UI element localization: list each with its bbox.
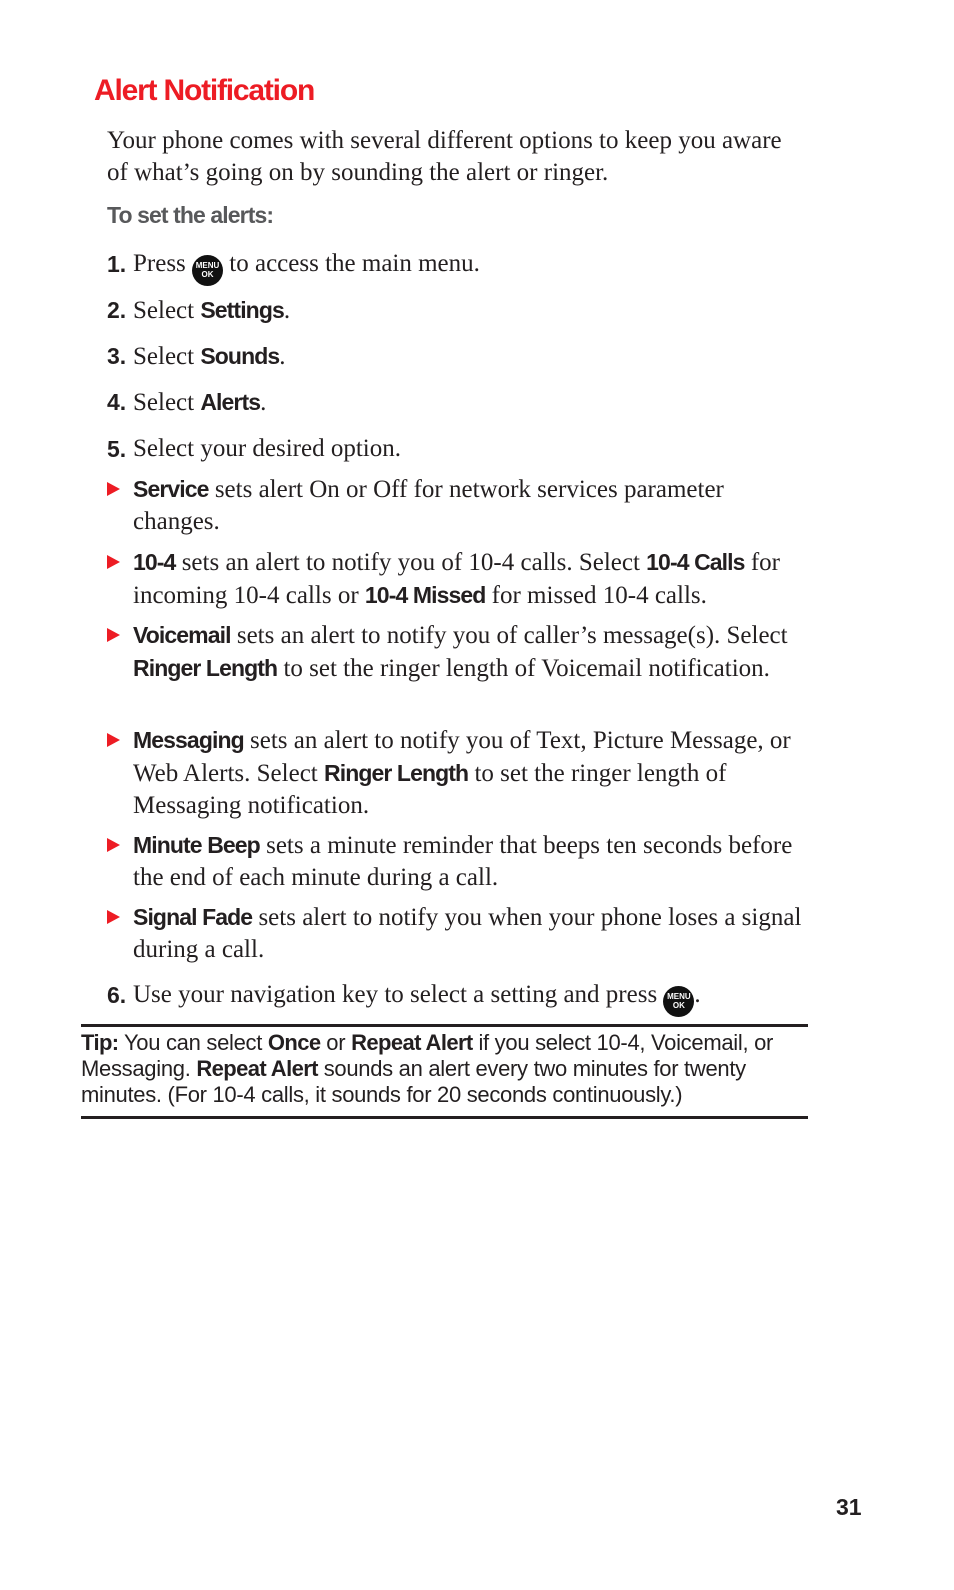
text-run: for missed 10-4 calls.	[485, 582, 707, 609]
text-run: sets an alert to notify you of Text, Picture Message, or Web Alerts. Select	[133, 727, 791, 787]
step-number: 6.	[107, 982, 127, 1008]
text-run: sets an alert to notify you of caller’s message(s). Select	[230, 622, 788, 649]
item-text	[133, 979, 807, 1017]
triangle-bullet-icon	[107, 628, 120, 642]
item-text	[133, 433, 807, 465]
bold-term: Ringer Length	[133, 655, 278, 681]
text-run: sets an alert to notify you of 10-4 calls. Select	[175, 549, 647, 576]
bold-term: Tip:	[81, 1030, 119, 1055]
bold-term: Once	[267, 1030, 321, 1055]
text-run: to set the ringer length of Voicemail notification.	[277, 655, 770, 682]
bullet-item	[107, 829, 807, 894]
bold-term: 10-4 Missed	[364, 582, 486, 608]
text-run: Select your desired option.	[133, 435, 401, 462]
bullet-item	[107, 546, 807, 612]
text-run: to access the main menu.	[223, 250, 480, 277]
bold-term: Minute Beep	[133, 832, 260, 858]
triangle-bullet-icon	[107, 838, 120, 852]
text-run: Select	[133, 297, 201, 324]
menu-ok-key-icon	[192, 255, 223, 286]
bold-term: Messaging	[133, 727, 244, 753]
step-number: 1.	[107, 251, 127, 277]
text-run: sets alert On or Off for network services parameter changes.	[133, 476, 724, 535]
bold-term: Repeat Alert	[351, 1030, 473, 1055]
text-run: sets a minute reminder that beeps ten seconds before the end of each minute during a call.	[133, 832, 793, 891]
bullet-item	[107, 619, 807, 685]
bullet-item	[107, 473, 807, 538]
step-item	[107, 386, 807, 419]
bold-term: 10-4	[133, 549, 176, 575]
text-run: or	[320, 1030, 352, 1055]
text-run: sets alert to notify you when your phone loses a signal during a call.	[133, 904, 802, 963]
bullet-item	[107, 724, 807, 822]
menu-icon-label: MENU	[667, 992, 691, 1001]
text-run: You can select	[118, 1030, 268, 1055]
step-item	[107, 979, 807, 1017]
text-run: .	[279, 343, 286, 370]
text-run: .	[694, 981, 701, 1008]
bold-term: Ringer Length	[324, 760, 469, 786]
item-text	[133, 340, 807, 373]
item-text	[133, 829, 807, 894]
page-title: Alert Notification	[94, 74, 315, 107]
text-run: Use your navigation key to select a setting and press	[133, 981, 664, 1008]
tip-text	[81, 1030, 808, 1108]
text-run: .	[283, 297, 291, 324]
item-text	[133, 619, 807, 685]
item-text	[133, 473, 807, 538]
triangle-bullet-icon	[107, 910, 120, 924]
text-run: to set the ringer length of Messaging notification.	[133, 760, 727, 819]
item-text	[133, 386, 807, 419]
text-run: Select	[133, 389, 201, 416]
bold-term: Signal Fade	[133, 904, 253, 930]
text-run: for incoming 10-4 calls or	[133, 549, 780, 609]
text-run: Press	[133, 250, 193, 277]
text-run: Select	[133, 343, 201, 370]
section-subheading: To set the alerts:	[107, 202, 274, 228]
item-text	[133, 248, 807, 286]
bold-term: Service	[133, 476, 209, 502]
bold-term: Sounds	[200, 343, 280, 369]
triangle-bullet-icon	[107, 555, 120, 569]
intro-paragraph: Your phone comes with several different options to keep you aware of what’s going on by sounding the alert or ringer.	[107, 127, 782, 186]
step-item	[107, 248, 807, 286]
bold-term: Settings	[200, 297, 284, 323]
tip-box	[81, 1024, 808, 1119]
step-number: 2.	[107, 297, 127, 323]
item-text	[133, 901, 807, 966]
bold-term: Alerts	[200, 389, 261, 415]
step-number: 5.	[107, 436, 127, 462]
bullet-item	[107, 901, 807, 966]
step-number: 4.	[107, 389, 127, 415]
ok-icon-label: OK	[201, 270, 214, 279]
text-run: if you select 10-4, Voicemail, or Messaging.	[81, 1030, 774, 1081]
text-run: sounds an alert every two minutes for twenty minutes. (For 10-4 calls, it sounds for 20 seconds continuously.)	[81, 1056, 746, 1107]
step-item	[107, 340, 807, 373]
page-number: 31	[836, 1494, 862, 1520]
triangle-bullet-icon	[107, 482, 120, 496]
item-text	[133, 294, 807, 327]
triangle-bullet-icon	[107, 733, 120, 747]
text-run: .	[260, 389, 267, 416]
step-item	[107, 294, 807, 327]
item-text	[133, 546, 807, 612]
bold-term: 10-4 Calls	[646, 549, 745, 575]
menu-icon-label: MENU	[195, 261, 220, 270]
step-number: 3.	[107, 343, 127, 369]
menu-ok-key-icon	[663, 986, 694, 1017]
step-item	[107, 433, 807, 465]
ok-icon-label: OK	[672, 1001, 685, 1010]
bold-term: Voicemail	[133, 622, 231, 648]
item-text	[133, 724, 807, 822]
bold-term: Repeat Alert	[196, 1056, 318, 1081]
